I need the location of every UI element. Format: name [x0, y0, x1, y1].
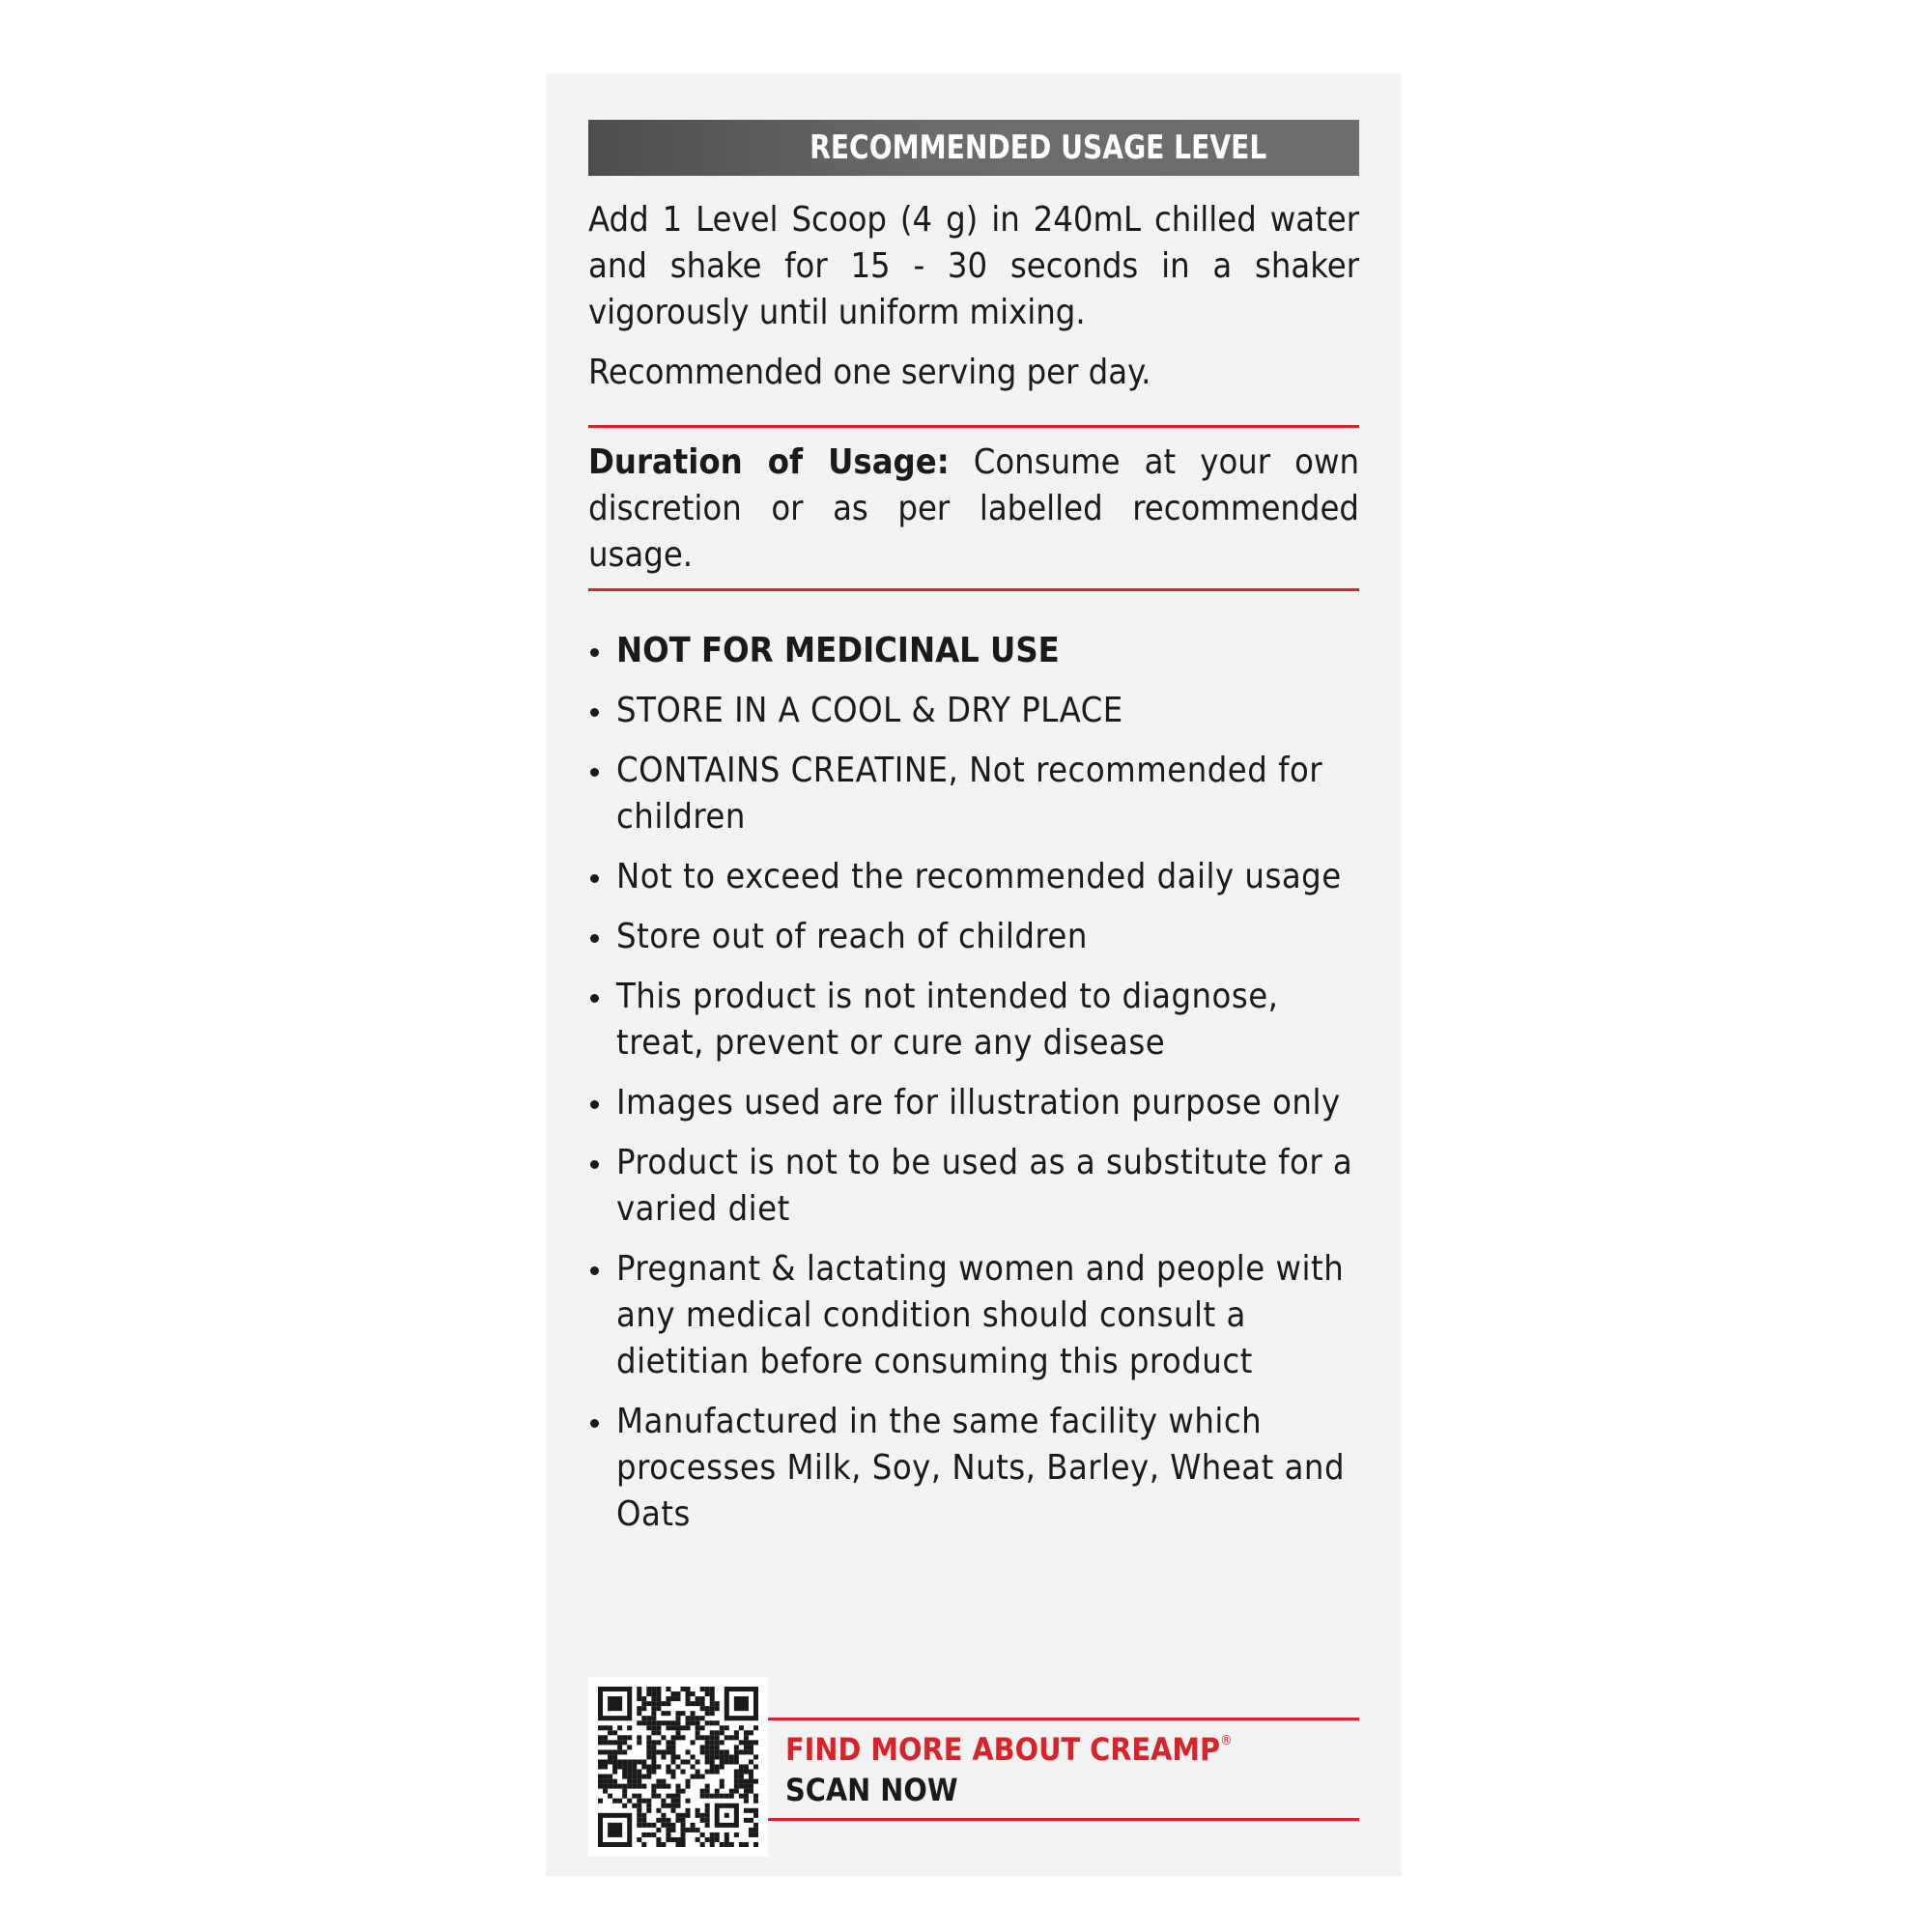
warning-text: Product is not to be used as a substitute for a varied diet [616, 1143, 1353, 1229]
warning-text: Images used are for illustration purpose only [616, 1083, 1341, 1122]
qr-code-icon [598, 1687, 758, 1847]
usage-instruction: Add 1 Level Scoop (4 g) in 240mL chilled water and shake for 15 - 30 seconds in a shaker vigorously until uniform mixing. [588, 200, 1359, 332]
warning-text: Not to exceed the recommended daily usage [616, 857, 1342, 896]
warning-item [588, 628, 1359, 674]
divider [588, 588, 1359, 591]
warning-item [588, 748, 1359, 840]
bullet-icon [590, 934, 599, 943]
warning-item [588, 914, 1359, 960]
duration-label: Duration of Usage: [588, 442, 950, 482]
warning-text: Store out of reach of children [616, 917, 1088, 956]
scan-callout [768, 1718, 1359, 1824]
warning-text: Pregnant & lactating women and people with any medical condition should consult a dietitian before consuming this product [616, 1249, 1345, 1381]
usage-header-bar [588, 120, 1359, 176]
usage-label-panel [546, 73, 1402, 1876]
warning-item [588, 688, 1359, 734]
warning-item [588, 1080, 1359, 1126]
duration-text: Consume at your own discretion or as per labelled recommended usage. [588, 442, 1359, 575]
warning-item [588, 1399, 1359, 1538]
warning-text: This product is not intended to diagnose, treat, prevent or cure any disease [616, 977, 1279, 1063]
serving-recommendation: Recommended one serving per day. [588, 353, 1151, 392]
warning-text: CONTAINS CREATINE, Not recommended for children [616, 751, 1323, 837]
scan-footer [588, 1677, 1359, 1859]
warning-item [588, 974, 1359, 1066]
bullet-icon [590, 708, 599, 717]
bullet-icon [590, 648, 599, 657]
warning-text: STORE IN A COOL & DRY PLACE [616, 691, 1123, 730]
bullet-icon [590, 1419, 599, 1428]
divider [588, 425, 1359, 428]
divider [768, 1718, 1359, 1720]
warning-text: NOT FOR MEDICINAL USE [616, 631, 1060, 670]
find-more-label: FIND MORE ABOUT CREAMP [785, 1731, 1221, 1768]
divider [768, 1818, 1359, 1821]
qr-code[interactable] [588, 1677, 768, 1857]
usage-header-title: RECOMMENDED USAGE LEVEL [809, 128, 1266, 167]
bullet-icon [590, 1160, 599, 1169]
warning-item [588, 1246, 1359, 1385]
warnings-list [588, 628, 1359, 1538]
duration-of-usage [588, 440, 1359, 579]
find-more-text [785, 1731, 1233, 1768]
usage-content [588, 120, 1359, 1551]
scan-now-text: SCAN NOW [785, 1772, 958, 1808]
bullet-icon [590, 874, 599, 883]
warning-text: Manufactured in the same facility which processes Milk, Soy, Nuts, Barley, Wheat and Oats [616, 1402, 1346, 1534]
bullet-icon [590, 1266, 599, 1275]
bullet-icon [590, 994, 599, 1003]
registered-mark: ® [1220, 1733, 1233, 1748]
warning-item [588, 1140, 1359, 1233]
bullet-icon [590, 1100, 599, 1109]
warning-item [588, 854, 1359, 900]
bullet-icon [590, 768, 599, 777]
